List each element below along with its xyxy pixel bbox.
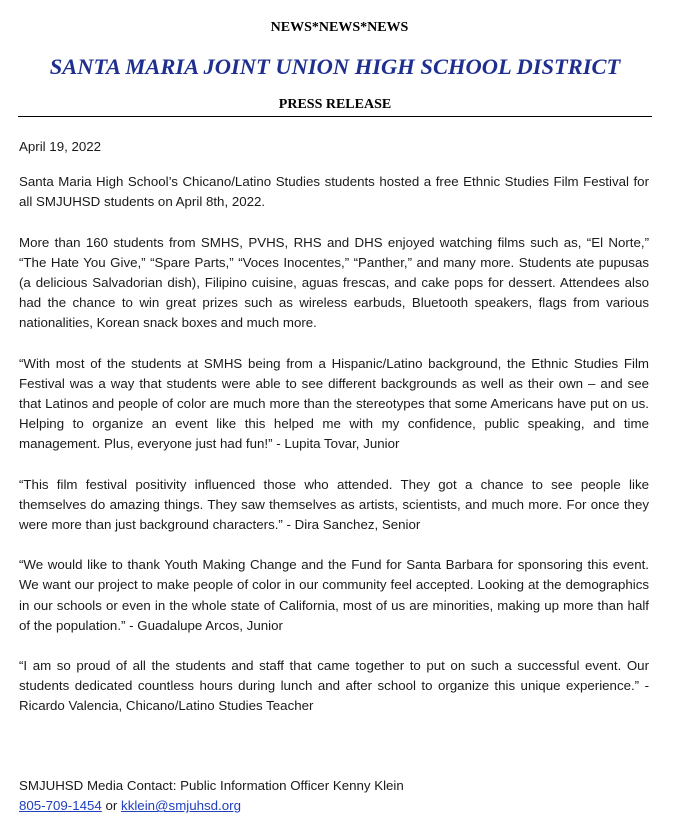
quote-ricardo-valencia: “I am so proud of all the students and staff that came together to put on such a successful event. Our students dedicated countless hours during lunch and after school to organize this unique experience.” - Ricardo Valencia, Chicano/Latino Studies Teacher [19,658,649,714]
contact-links [19,796,649,816]
contact-separator: or [105,798,118,814]
quote-guadalupe-arcos: “We would like to thank Youth Making Change and the Fund for Santa Barbara for sponsoring this event. We want our project to make people of color in our community feel accepted. Looking at the demographics in our schools or even in the whole state of California, most of us are minorities, making up more than half of the population.” - Guadalupe Arcos, Junior [19,557,649,633]
quote-lupita-tovar: “With most of the students at SMHS being from a Hispanic/Latino background, the Ethnic Studies Film Festival was a way that students were able to see different backgrounds as well as their own – and see that Latinos and people of color are much more than the stereotypes that some Americans have put on us. Helping to organize an event like this helped me with my confidence, public speaking, and time management. Plus, everyone just had fun!” - Lupita Tovar, Junior [19,355,649,452]
paragraph-details: More than 160 students from SMHS, PVHS, RHS and DHS enjoyed watching films such as, “El Norte,” “The Hate You Give,” “Spare Parts,” “Voces Inocentes,” “Panther,” and many more. Students ate pupusas (a delicious Salvadorian dish), Filipino cuisine, aguas frescas, and cake pops for dessert. Attendees also had the chance to win great prizes such as wireless earbuds, Bluetooth speakers, flags from various nationalities, Korean snack boxes and much more. [19,234,649,331]
media-contact [19,776,649,816]
press-release-heading: PRESS RELEASE [278,97,392,112]
contact-label: SMJUHSD Media Contact: Public Information Officer Kenny Klein [19,778,404,793]
paragraph-intro: Santa Maria High School’s Chicano/Latino Studies students hosted a free Ethnic Studies Film Festival for all SMJUHSD students on April 8th, 2022. [19,174,649,210]
release-date: April 19, 2022 [19,139,102,154]
phone-link[interactable]: 805-709-1454 [19,798,102,814]
email-link[interactable]: kklein@smjuhsd.org [121,798,241,814]
header-divider [18,116,652,117]
news-kicker: NEWS*NEWS*NEWS [270,20,409,35]
district-title: SANTA MARIA JOINT UNION HIGH SCHOOL DISTRICT [49,54,621,79]
article-body [19,137,649,737]
quote-dira-sanchez: “This film festival positivity influenced those who attended. They got a chance to see people like themselves do amazing things. They saw themselves as artists, scientists, and much more. For once they were more than just background characters.” - Dira Sanchez, Senior [19,476,649,533]
